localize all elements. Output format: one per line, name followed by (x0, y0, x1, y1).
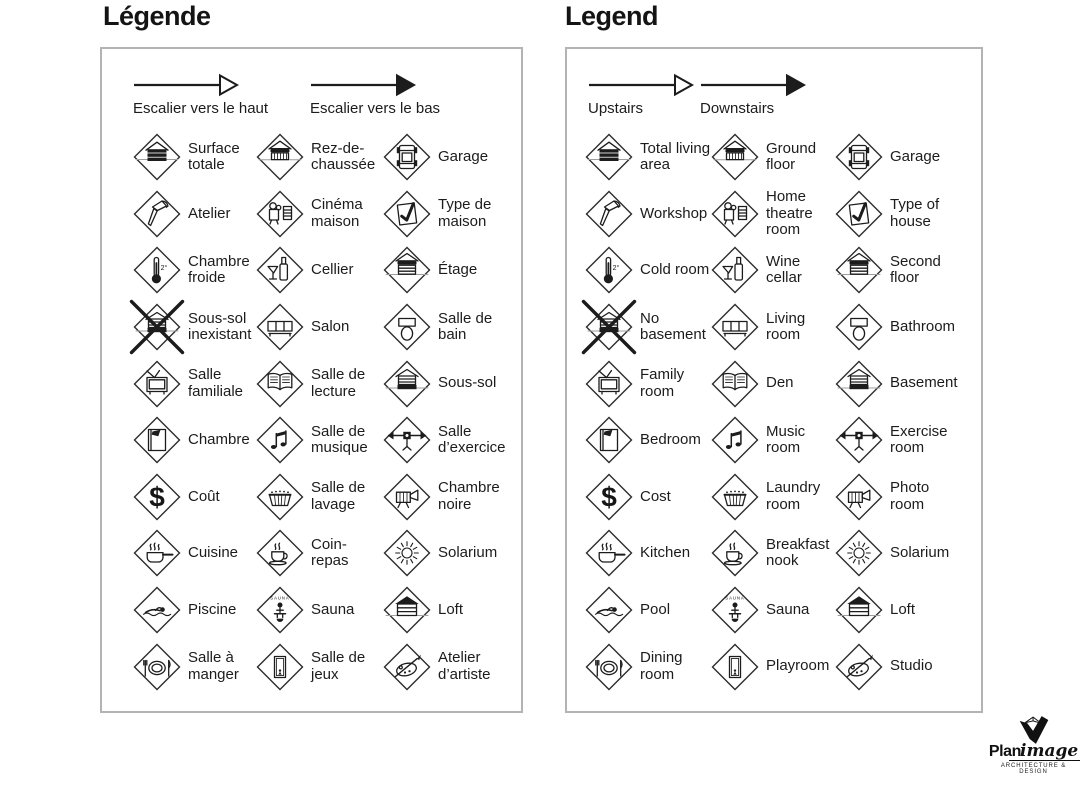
legend-item (383, 586, 521, 634)
solarium-icon (383, 529, 431, 577)
stairs-up-legend (588, 73, 700, 117)
photo-room-icon (835, 473, 883, 521)
legend-item-label: Coût (188, 487, 220, 505)
legend-item (256, 360, 383, 408)
legend-item-label: Living room (766, 309, 806, 344)
exercise-room-icon (383, 416, 431, 464)
up-arrow-icon (588, 73, 694, 97)
legend-item (133, 643, 256, 691)
bathroom-icon (835, 303, 883, 351)
legend-item-label: Salon (311, 317, 350, 335)
page-title-english: Legend (565, 1, 659, 31)
legend-item-label: Workshop (640, 204, 708, 222)
legend-item (711, 360, 835, 408)
legend-item (133, 360, 256, 408)
legend-item (835, 416, 981, 464)
cost-icon (133, 473, 181, 521)
legend-item-label: Salle d’exercice (438, 422, 506, 457)
legend-item-label: Salle de bain (438, 309, 493, 344)
legend-item-label: Atelier d’artiste (438, 649, 491, 683)
legend-item (835, 586, 981, 634)
legend-item-label: Exercise room (890, 422, 948, 457)
laundry-room-icon (711, 473, 759, 521)
loft-icon (383, 586, 431, 634)
legend-item-label: Sauna (766, 600, 810, 618)
legend-item (835, 360, 981, 408)
legend-item-label: Atelier (188, 204, 231, 222)
legend-item-label: Salle de lavage (311, 479, 366, 513)
legend-item-label: Ground floor (766, 139, 817, 174)
home-theatre-icon (256, 190, 304, 238)
legend-item (383, 303, 521, 351)
ground-floor-icon (711, 133, 759, 181)
legend-item (133, 586, 256, 634)
legend-item (585, 190, 711, 238)
studio-icon (835, 643, 883, 691)
down-arrow-icon (700, 73, 806, 97)
pool-icon (585, 586, 633, 634)
legend-item-label: Den (766, 374, 794, 392)
house-type-icon (383, 190, 431, 238)
legend-item-label: Cinéma maison (311, 196, 363, 230)
cold-room-icon (133, 246, 181, 294)
legend-item (133, 303, 256, 351)
home-theatre-icon (711, 190, 759, 238)
garage-icon (383, 133, 431, 181)
legend-item (835, 643, 981, 691)
legend-item (711, 133, 835, 181)
legend-item-label: Bedroom (640, 431, 701, 449)
legend-grid-english (567, 129, 981, 695)
legend-item (383, 360, 521, 408)
legend-item (585, 643, 711, 691)
playroom-icon (256, 643, 304, 691)
legend-item (585, 473, 711, 521)
legend-item (585, 416, 711, 464)
workshop-icon (585, 190, 633, 238)
legend-item (383, 416, 521, 464)
studio-icon (383, 643, 431, 691)
house-type-icon (835, 190, 883, 238)
legend-item-label: Kitchen (640, 544, 691, 562)
stairs-up-label: Upstairs (588, 100, 644, 117)
legend-item (256, 529, 383, 577)
bedroom-icon (585, 416, 633, 464)
total-area-icon (585, 133, 633, 181)
legend-item-label: Chambre (188, 431, 250, 449)
legend-item (835, 473, 981, 521)
legend-item-label: Basement (890, 374, 958, 392)
legend-item-label: Solarium (438, 544, 498, 562)
stairs-down-legend (700, 73, 812, 117)
legend-item (835, 246, 981, 294)
legend-item-label: Laundry room (766, 479, 821, 513)
sauna-icon (256, 586, 304, 634)
legend-panel-french (100, 47, 523, 713)
legend-item (711, 416, 835, 464)
breakfast-nook-icon (711, 529, 759, 577)
legend-item (711, 303, 835, 351)
legend-panel-english (565, 47, 983, 713)
legend-item (383, 133, 521, 181)
legend-item (711, 529, 835, 577)
stairs-up-label: Escalier vers le haut (133, 100, 269, 117)
legend-item (711, 473, 835, 521)
legend-item (711, 643, 835, 691)
legend-item (133, 416, 256, 464)
exercise-room-icon (835, 416, 883, 464)
basement-icon (835, 360, 883, 408)
legend-item-label: Type de maison (438, 196, 492, 230)
stair-arrows (102, 49, 521, 117)
legend-item-label: Rez-de-chaussée (311, 139, 376, 174)
legend-item-label: Sous-sol (438, 374, 497, 392)
legend-item-label: Loft (438, 600, 464, 618)
stairs-down-label: Downstairs (700, 100, 775, 117)
legend-item-label: Garage (890, 148, 941, 166)
up-arrow-icon (133, 73, 239, 97)
ground-floor-icon (256, 133, 304, 181)
legend-item (835, 529, 981, 577)
legend-item-label: Sous-sol inexistant (188, 309, 252, 344)
bathroom-icon (383, 303, 431, 351)
playroom-icon (711, 643, 759, 691)
legend-item (585, 529, 711, 577)
legend-item-label: Salle à manger (188, 649, 239, 683)
kitchen-icon (585, 529, 633, 577)
page-title-french: Légende (103, 1, 211, 31)
legend-item (133, 473, 256, 521)
brand-italic-text: image (1020, 741, 1079, 761)
basement-icon (383, 360, 431, 408)
legend-item (585, 586, 711, 634)
laundry-room-icon (256, 473, 304, 521)
music-room-icon (711, 416, 759, 464)
legend-item (835, 190, 981, 238)
legend-item-label: Breakfast nook (766, 535, 830, 570)
legend-item (711, 246, 835, 294)
second-floor-icon (383, 246, 431, 294)
cold-room-icon (585, 246, 633, 294)
stair-arrows (567, 49, 981, 117)
stairs-down-label: Escalier vers le bas (310, 100, 441, 117)
legend-item (256, 190, 383, 238)
legend-item (256, 643, 383, 691)
workshop-icon (133, 190, 181, 238)
legend-item (711, 189, 835, 239)
legend-item (383, 190, 521, 238)
legend-item-label: Wine cellar (766, 252, 802, 287)
legend-item-label: Dining room (640, 649, 683, 683)
planimage-logo (986, 714, 1080, 775)
kitchen-icon (133, 529, 181, 577)
legend-item (711, 586, 835, 634)
legend-item-label: Home theatre room (766, 188, 813, 239)
legend-item-label: Salle familiale (188, 366, 244, 400)
legend-item (383, 643, 521, 691)
breakfast-nook-icon (256, 529, 304, 577)
brand-bold-text: Plan (988, 743, 1022, 760)
legend-item-label: Cold room (640, 261, 710, 279)
legend-item (133, 529, 256, 577)
legend-item (256, 473, 383, 521)
legend-item-label: Family room (640, 366, 685, 400)
legend-item-label: Chambre noire (438, 479, 500, 513)
family-room-icon (133, 360, 181, 408)
legend-item (133, 246, 256, 294)
no-basement-icon (585, 303, 633, 351)
legend-item-label: Garage (438, 148, 489, 166)
family-room-icon (585, 360, 633, 408)
legend-item-label: Playroom (766, 657, 830, 675)
legend-item-label: Surface totale (188, 139, 240, 174)
stairs-down-legend (310, 73, 487, 117)
stairs-up-legend (133, 73, 310, 117)
pool-icon (133, 586, 181, 634)
den-icon (711, 360, 759, 408)
wine-cellar-icon (711, 246, 759, 294)
legend-item-label: Cellier (311, 261, 354, 279)
legend-item-label: Bathroom (890, 317, 956, 335)
legend-item-label: Salle de musique (311, 422, 368, 457)
legend-item (133, 190, 256, 238)
legend-item-label: Salle de jeux (311, 649, 366, 683)
photo-room-icon (383, 473, 431, 521)
legend-item (835, 303, 981, 351)
legend-item (133, 133, 256, 181)
legend-item-label: Music room (766, 422, 806, 457)
bedroom-icon (133, 416, 181, 464)
legend-item (256, 246, 383, 294)
total-area-icon (133, 133, 181, 181)
legend-item (383, 529, 521, 577)
cost-icon (585, 473, 633, 521)
living-room-icon (711, 303, 759, 351)
legend-item (585, 360, 711, 408)
wine-cellar-icon (256, 246, 304, 294)
legend-item-label: Sauna (311, 600, 355, 618)
legend-item-label: Loft (890, 600, 916, 618)
legend-item-label: Salle de lecture (311, 366, 366, 400)
legend-item (383, 473, 521, 521)
den-icon (256, 360, 304, 408)
legend-item-label: Second floor (890, 252, 941, 287)
legend-item-label: Étage (438, 261, 478, 279)
legend-item-label: Total living area (640, 139, 711, 174)
legend-item (256, 586, 383, 634)
second-floor-icon (835, 246, 883, 294)
legend-item (585, 303, 711, 351)
legend-item-label: No basement (640, 309, 706, 344)
legend-item (585, 246, 711, 294)
legend-grid-french (102, 129, 521, 695)
dining-room-icon (133, 643, 181, 691)
legend-item-label: Type of house (890, 196, 940, 230)
music-room-icon (256, 416, 304, 464)
brand-tagline: ARCHITECTURE & DESIGN (1000, 763, 1067, 776)
legend-item-label: Studio (890, 657, 933, 675)
planimage-brand (986, 743, 1080, 760)
legend-item-label: Chambre froide (188, 252, 250, 287)
legend-item-label: Solarium (890, 544, 950, 562)
legend-item-label: Coin-repas (311, 535, 349, 570)
loft-icon (835, 586, 883, 634)
dining-room-icon (585, 643, 633, 691)
legend-item (383, 246, 521, 294)
legend-item-label: Piscine (188, 600, 237, 618)
legend-item (256, 416, 383, 464)
solarium-icon (835, 529, 883, 577)
garage-icon (835, 133, 883, 181)
legend-item (256, 133, 383, 181)
legend-item-label: Cost (640, 487, 671, 505)
legend-item (835, 133, 981, 181)
legend-item-label: Photo room (890, 479, 930, 513)
legend-item-label: Pool (640, 600, 671, 618)
no-basement-icon (133, 303, 181, 351)
legend-item-label: Cuisine (188, 544, 239, 562)
living-room-icon (256, 303, 304, 351)
legend-item (256, 303, 383, 351)
sauna-icon (711, 586, 759, 634)
down-arrow-icon (310, 73, 416, 97)
legend-item (585, 133, 711, 181)
